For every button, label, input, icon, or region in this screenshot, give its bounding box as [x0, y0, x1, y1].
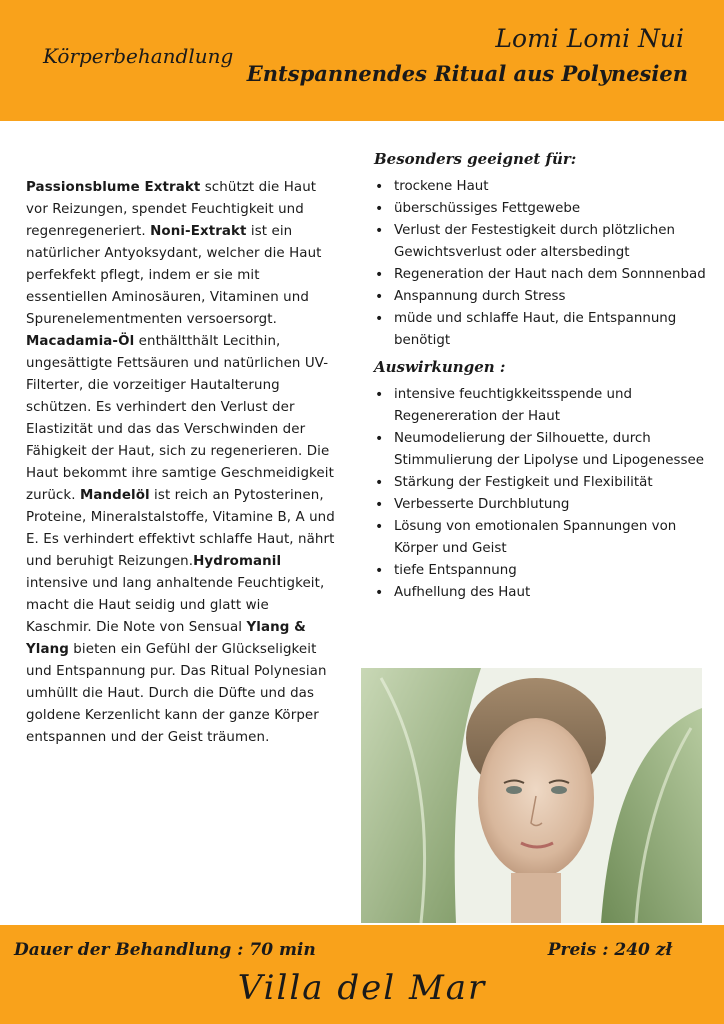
- duration-label: Dauer der Behandlung : 70 min: [14, 940, 316, 960]
- list-item: • Neumodelierung der Silhouette, durch Stimmulierung der Lipolyse und Lipogenessee: [372, 428, 712, 472]
- ingredient-text: enthältthält Lecithin, ungesättigte Fettsäuren und natürlichen UV-Filterter, die vorzeitiger Hautalterung schützen. Es verhindert den Verlust der Elastizität und das das Verschwinden der Fähigkeit der Haut, sich zu regenerieren. Die Haut bekommt ihre samtige Geschmeidigkeit zurück.: [26, 334, 334, 503]
- list-item: • tiefe Entspannung: [372, 560, 712, 582]
- list-item: • Verbesserte Durchblutung: [372, 494, 712, 516]
- ingredient-text: ist ein natürlicher Antyoksydant, welcher die Haut perfekfekt pflegt, indem er sie mit essentiellen Aminosäuren, Vitaminen und Spurenelementmenten versoersorgt.: [26, 224, 322, 327]
- ingredient-name: Mandelöl: [79, 488, 150, 503]
- effects-heading: Auswirkungen :: [374, 358, 506, 376]
- list-item: • Regeneration der Haut nach dem Sonnnenbad: [372, 264, 712, 286]
- list-item: • Stärkung der Festigkeit und Flexibilität: [372, 472, 712, 494]
- price-label: Preis : 240 zł: [547, 940, 672, 960]
- list-item: • trockene Haut: [372, 176, 712, 198]
- woman-with-leaves-photo: [361, 668, 702, 923]
- ingredient-name: Hydromanil: [193, 554, 282, 569]
- suitable-heading: Besonders geeignet für:: [374, 150, 577, 168]
- list-item: • Verlust der Festestigkeit durch plötzlichen Gewichtsverlust oder altersbedingt: [372, 220, 712, 264]
- ingredient-text: bieten ein Gefühl der Glückseligkeit und Entspannung pur. Das Ritual Polynesian umhüllt die Haut. Durch die Düfte und das goldene Kerzenlicht kann der ganze Körper entspannen und der Geist träumen.: [26, 642, 327, 745]
- list-item: • überschüssiges Fettgewebe: [372, 198, 712, 220]
- ingredient-name: Passionsblume Extrakt: [26, 180, 201, 195]
- list-item: • Aufhellung des Haut: [372, 582, 712, 604]
- ingredient-name: Macadamia-Öl: [26, 334, 135, 349]
- ingredient-text: schützt die Haut vor Reizungen, spendet Feuchtigkeit und regenregeneriert.: [26, 180, 317, 239]
- photo-illustration: [361, 668, 702, 923]
- brand-logo: Villa del Mar: [237, 968, 487, 1008]
- ingredient-name: Ylang & Ylang: [26, 620, 306, 657]
- ingredient-name: Noni-Extrakt: [150, 224, 247, 239]
- category-label: Körperbehandlung: [43, 44, 234, 68]
- list-item: • müde und schlaffe Haut, die Entspannung benötigt: [372, 308, 712, 352]
- list-item: • intensive feuchtigkkeitsspende und Regenereration der Haut: [372, 384, 712, 428]
- ingredient-text: ist reich an Pytosterinen, Proteine, Mineralstalstoffe, Vitamine B, A und E. Es verhindert effektivt schlaffe Haut, nährt und beruhigt Reizungen.: [26, 488, 335, 569]
- description-paragraph: [26, 177, 338, 749]
- list-item: • Anspannung durch Stress: [372, 286, 712, 308]
- suitable-list: [372, 176, 712, 352]
- treatment-subtitle: Entspannendes Ritual aus Polynesien: [246, 61, 688, 86]
- effects-list: [372, 384, 712, 604]
- list-item: • Lösung von emotionalen Spannungen von Körper und Geist: [372, 516, 712, 560]
- treatment-title: Lomi Lomi Nui: [495, 24, 684, 53]
- description-text: [26, 177, 338, 749]
- benefits-column: [372, 150, 712, 604]
- ingredient-text: intensive und lang anhaltende Feuchtigkeit, macht die Haut seidig und glatt wie Kaschmir. Die Note von Sensual: [26, 576, 325, 635]
